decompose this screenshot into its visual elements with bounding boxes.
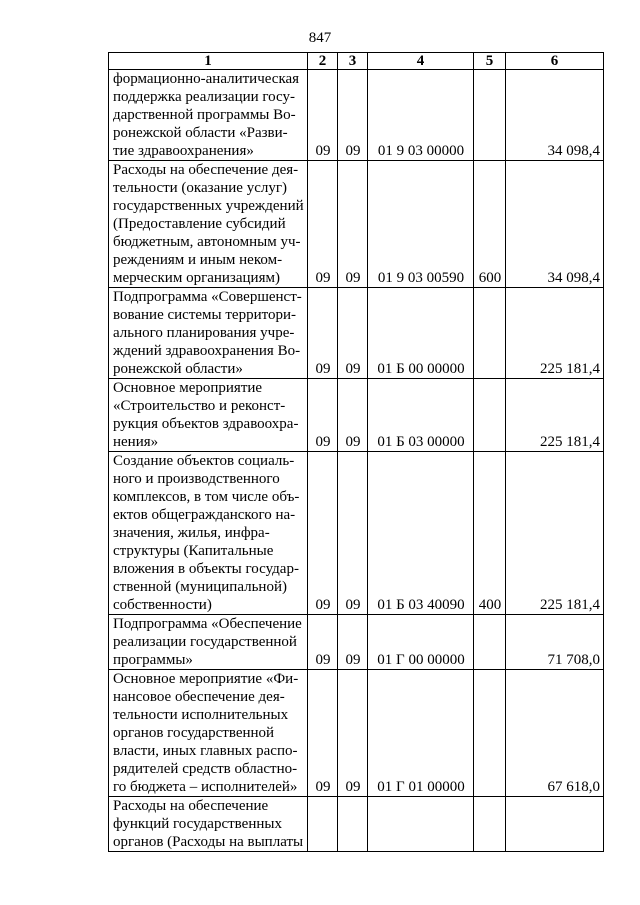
header-col-3: 3 (338, 53, 368, 70)
row-expense-type: 400 (474, 452, 506, 615)
row-target-code: 01 Г 00 00000 (368, 615, 474, 670)
row-target-code: 01 Б 00 00000 (368, 288, 474, 379)
row-subsection: 09 (338, 288, 368, 379)
row-subsection: 09 (338, 379, 368, 452)
row-section: 09 (308, 70, 338, 161)
table-row (109, 161, 604, 288)
row-expense-type (474, 288, 506, 379)
table-row (109, 797, 604, 852)
row-subsection: 09 (338, 161, 368, 288)
row-name: Основное мероприятие «Фи- нансовое обеспечение дея- тельности исполнительных органов государственной власти, иных главных распо- рядителей средств областно- го бюджета – исполнителей» (109, 670, 308, 797)
row-section: 09 (308, 670, 338, 797)
table-row (109, 452, 604, 615)
row-amount: 225 181,4 (506, 452, 604, 615)
row-expense-type (474, 70, 506, 161)
row-target-code: 01 9 03 00590 (368, 161, 474, 288)
row-subsection: 09 (338, 70, 368, 161)
row-section: 09 (308, 379, 338, 452)
row-expense-type (474, 797, 506, 852)
row-target-code: 01 Б 03 00000 (368, 379, 474, 452)
row-target-code (368, 797, 474, 852)
row-amount: 225 181,4 (506, 288, 604, 379)
header-col-1: 1 (109, 53, 308, 70)
row-expense-type (474, 670, 506, 797)
row-expense-type (474, 615, 506, 670)
page-number: 847 (308, 30, 332, 46)
table-header-row (109, 53, 604, 70)
table-row (109, 615, 604, 670)
header-col-2: 2 (308, 53, 338, 70)
table-row (109, 288, 604, 379)
row-name: формационно-аналитическая поддержка реализации госу- дарственной программы Во- ронежской области «Разви- тие здравоохранения» (109, 70, 308, 161)
row-subsection (338, 797, 368, 852)
header-col-6: 6 (506, 53, 604, 70)
row-expense-type (474, 379, 506, 452)
row-section: 09 (308, 615, 338, 670)
row-target-code: 01 9 03 00000 (368, 70, 474, 161)
row-name: Основное мероприятие «Строительство и реконст- рукция объектов здравоохра- нения» (109, 379, 308, 452)
row-expense-type: 600 (474, 161, 506, 288)
header-col-4: 4 (368, 53, 474, 70)
row-section: 09 (308, 452, 338, 615)
row-amount: 34 098,4 (506, 161, 604, 288)
row-section: 09 (308, 288, 338, 379)
row-name: Подпрограмма «Обеспечение реализации государственной программы» (109, 615, 308, 670)
row-subsection: 09 (338, 615, 368, 670)
budget-table (108, 52, 604, 852)
row-amount: 71 708,0 (506, 615, 604, 670)
row-name: Подпрограмма «Совершенст- вование системы территори- ального планирования учре- ждений здравоохранения Во- ронежской области» (109, 288, 308, 379)
table-row (109, 379, 604, 452)
row-subsection: 09 (338, 670, 368, 797)
row-amount: 225 181,4 (506, 379, 604, 452)
row-target-code: 01 Б 03 40090 (368, 452, 474, 615)
row-subsection: 09 (338, 452, 368, 615)
row-name: Расходы на обеспечение функций государственных органов (Расходы на выплаты (109, 797, 308, 852)
table-row (109, 70, 604, 161)
row-section (308, 797, 338, 852)
row-amount: 34 098,4 (506, 70, 604, 161)
row-name: Создание объектов социаль- ного и производственного комплексов, в том числе объ- ектов общегражданского на- значения, жилья, инфра- структуры (Капитальные вложения в объекты государ- ственной (муниципальной) собственности) (109, 452, 308, 615)
row-target-code: 01 Г 01 00000 (368, 670, 474, 797)
row-amount (506, 797, 604, 852)
table-row (109, 670, 604, 797)
row-amount: 67 618,0 (506, 670, 604, 797)
row-name: Расходы на обеспечение дея- тельности (оказание услуг) государственных учреждений (Предоставление субсидий бюджетным, автономным уч- реждениям и иным неком- мерческим организациям) (109, 161, 308, 288)
header-col-5: 5 (474, 53, 506, 70)
row-section: 09 (308, 161, 338, 288)
